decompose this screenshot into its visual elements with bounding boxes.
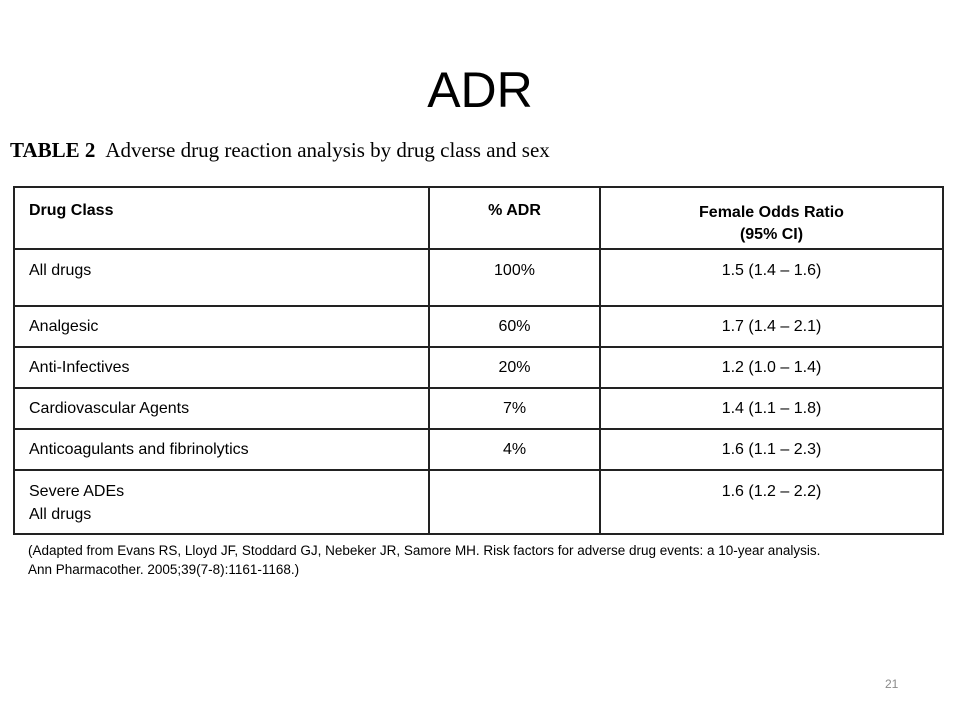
source-citation-line1: (Adapted from Evans RS, Lloyd JF, Stoddard GJ, Nebeker JR, Samore MH. Risk factors for adverse drug events: a 10-year analysis. <box>28 543 821 558</box>
table-header-row <box>14 187 943 249</box>
cell-odds-ratio: 1.6 (1.1 – 2.3) <box>600 429 943 470</box>
cell-drug-class-line1: Severe ADEs <box>29 483 125 500</box>
table-caption-label: TABLE 2 <box>10 138 96 162</box>
cell-drug-class: Anticoagulants and fibrinolytics <box>14 429 429 470</box>
cell-drug-class: Cardiovascular Agents <box>14 388 429 429</box>
cell-adr <box>429 470 600 534</box>
table-caption-text: Adverse drug reaction analysis by drug class and sex <box>105 138 550 162</box>
cell-adr: 20% <box>429 347 600 388</box>
source-citation <box>28 541 928 579</box>
header-adr: % ADR <box>429 187 600 249</box>
table-row <box>14 249 943 306</box>
cell-drug-class: Anti-Infectives <box>14 347 429 388</box>
cell-adr: 60% <box>429 306 600 347</box>
table-row <box>14 429 943 470</box>
header-odds-ratio <box>600 187 943 249</box>
cell-odds-ratio: 1.2 (1.0 – 1.4) <box>600 347 943 388</box>
table-row <box>14 470 943 534</box>
cell-drug-class-line2: All drugs <box>29 506 92 523</box>
cell-drug-class <box>14 470 429 534</box>
cell-odds-ratio: 1.7 (1.4 – 2.1) <box>600 306 943 347</box>
adr-table <box>13 186 944 535</box>
cell-odds-ratio: 1.5 (1.4 – 1.6) <box>600 249 943 306</box>
cell-drug-class: All drugs <box>14 249 429 306</box>
header-odds-ratio-line2: (95% CI) <box>739 226 804 243</box>
header-drug-class: Drug Class <box>14 187 429 249</box>
source-citation-line2: Ann Pharmacother. 2005;39(7-8):1161-1168.) <box>28 562 300 577</box>
cell-odds-ratio: 1.4 (1.1 – 1.8) <box>600 388 943 429</box>
table-caption <box>10 136 550 164</box>
header-odds-ratio-line1: Female Odds Ratio <box>699 204 844 221</box>
page-number: 21 <box>885 677 899 691</box>
table-row <box>14 388 943 429</box>
cell-odds-ratio: 1.6 (1.2 – 2.2) <box>600 470 943 534</box>
cell-adr: 100% <box>429 249 600 306</box>
cell-adr: 7% <box>429 388 600 429</box>
slide-title: ADR <box>427 62 533 118</box>
cell-adr: 4% <box>429 429 600 470</box>
table-row <box>14 306 943 347</box>
cell-drug-class: Analgesic <box>14 306 429 347</box>
table-row <box>14 347 943 388</box>
